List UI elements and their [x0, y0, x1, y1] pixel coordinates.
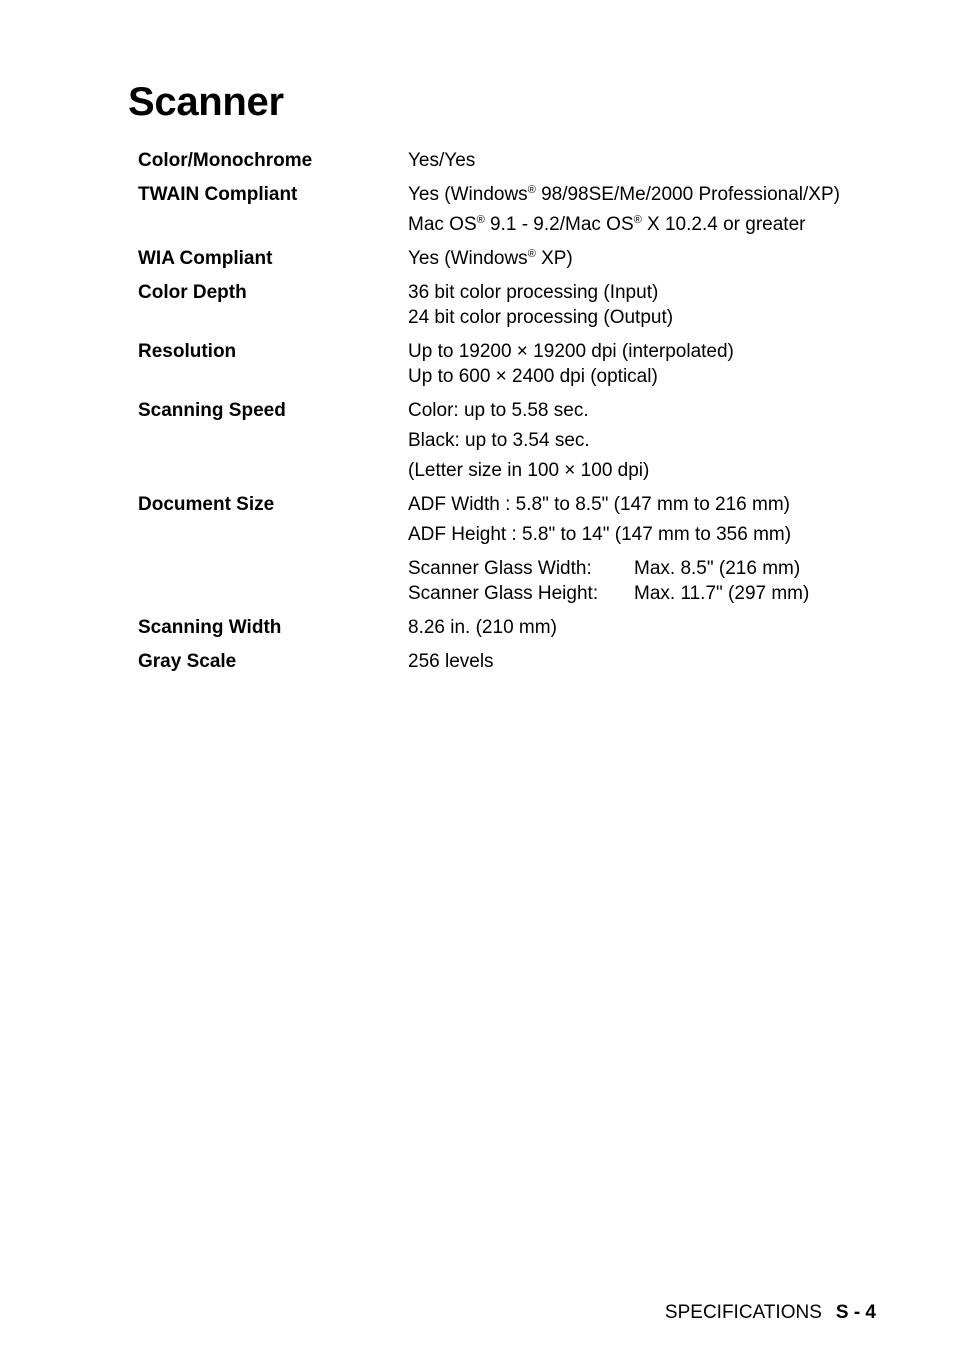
spec-label: Resolution — [138, 341, 237, 362]
spec-values — [408, 649, 898, 674]
glass-height-value: Max. 11.7" (297 mm) — [634, 583, 810, 604]
spec-row-wia — [138, 246, 898, 271]
page-footer — [665, 1300, 876, 1325]
spec-values — [408, 339, 898, 389]
spec-row-scanning-speed — [138, 398, 898, 483]
page-number: S - 4 — [835, 1302, 876, 1323]
spec-values — [408, 148, 898, 173]
spec-value: ADF Width : 5.8" to 8.5" (147 mm to 216 mm) — [408, 494, 791, 515]
registered-mark: ® — [633, 214, 642, 226]
spec-value: Color: up to 5.58 sec. — [408, 400, 589, 421]
text-fragment: Yes (Windows — [408, 184, 528, 205]
glass-height-row — [408, 581, 898, 606]
spec-label: Scanning Width — [138, 617, 282, 638]
spec-row-twain — [138, 182, 898, 237]
footer-section-name: SPECIFICATIONS — [664, 1302, 822, 1323]
spec-values — [408, 246, 898, 271]
text-fragment: 98/98SE/Me/2000 Professional/XP) — [535, 184, 840, 205]
spec-row-scanning-width — [138, 615, 898, 640]
spec-value: Yes/Yes — [408, 150, 476, 171]
glass-width-label: Scanner Glass Width: — [408, 558, 592, 579]
spec-value — [408, 246, 898, 271]
spec-value: 36 bit color processing (Input) — [408, 282, 659, 303]
spec-value: Up to 600 × 2400 dpi (optical) — [408, 366, 658, 387]
registered-mark: ® — [476, 214, 485, 226]
spec-value: ADF Height : 5.8" to 14" (147 mm to 356 mm) — [408, 524, 792, 545]
registered-mark: ® — [527, 184, 536, 196]
spec-value — [408, 182, 898, 207]
registered-mark: ® — [527, 248, 536, 260]
text-fragment: X 10.2.4 or greater — [641, 214, 806, 235]
text-fragment: XP) — [535, 248, 573, 269]
text-fragment: 9.1 - 9.2/Mac OS — [484, 214, 634, 235]
spec-value: 256 levels — [408, 651, 494, 672]
spec-value: Black: up to 3.54 sec. — [408, 430, 590, 451]
spec-label: Color Depth — [138, 282, 247, 303]
glass-width-row — [408, 556, 898, 581]
spec-values — [408, 182, 898, 237]
spec-value: Up to 19200 × 19200 dpi (interpolated) — [408, 341, 734, 362]
text-fragment: Mac OS — [408, 214, 477, 235]
spec-label: WIA Compliant — [138, 248, 273, 269]
spec-row-gray-scale — [138, 649, 898, 674]
spec-row-color-monochrome — [138, 148, 898, 173]
spec-row-color-depth — [138, 280, 898, 330]
spec-values — [408, 398, 898, 483]
spec-value: (Letter size in 100 × 100 dpi) — [408, 460, 650, 481]
spec-label: TWAIN Compliant — [138, 184, 298, 205]
spec-value — [408, 212, 898, 237]
page-title: Scanner — [128, 80, 284, 124]
spec-values — [408, 615, 898, 640]
spec-value: 24 bit color processing (Output) — [408, 307, 674, 328]
glass-width-value: Max. 8.5" (216 mm) — [634, 558, 801, 579]
spec-values — [408, 492, 898, 606]
spec-values — [408, 280, 898, 330]
spec-row-document-size — [138, 492, 898, 606]
spec-value: 8.26 in. (210 mm) — [408, 617, 557, 638]
spec-label: Scanning Speed — [138, 400, 286, 421]
text-fragment: Yes (Windows — [408, 248, 528, 269]
spec-table — [138, 148, 898, 683]
spec-label: Document Size — [138, 494, 275, 515]
spec-label: Gray Scale — [138, 651, 237, 672]
glass-height-label: Scanner Glass Height: — [408, 583, 599, 604]
spec-label: Color/Monochrome — [138, 150, 313, 171]
spec-row-resolution — [138, 339, 898, 389]
